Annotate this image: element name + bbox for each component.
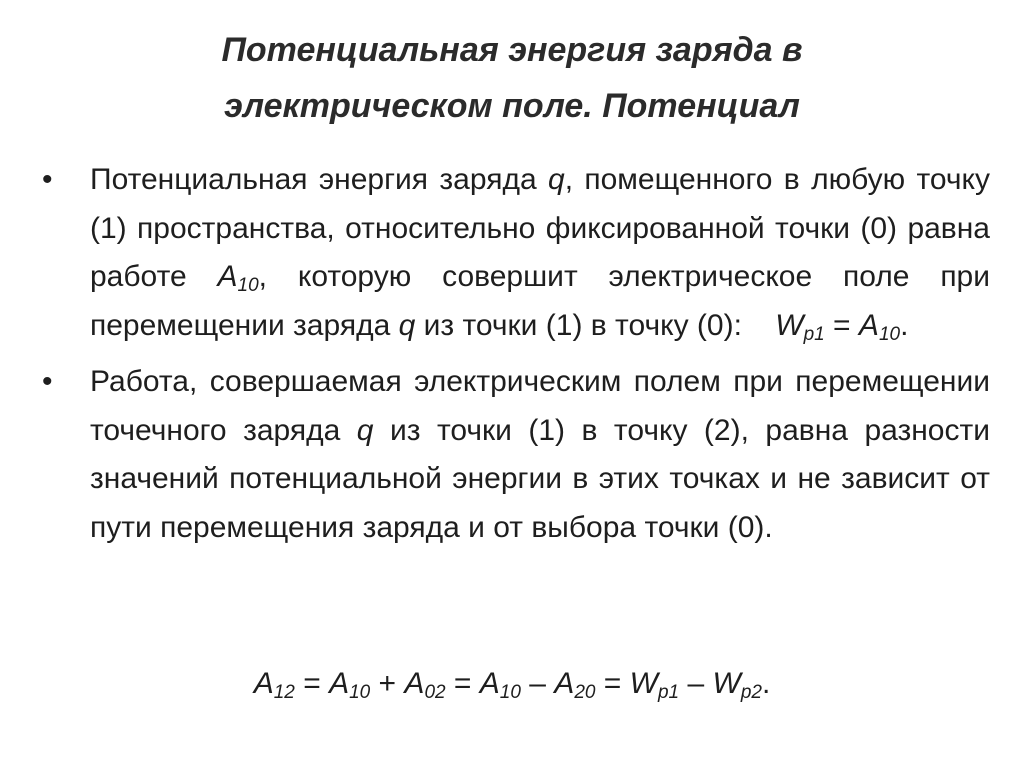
charge-symbol: q xyxy=(356,413,374,447)
formula-subscript: 02 xyxy=(424,682,446,703)
title-line-2: электрическом поле. Потенциал xyxy=(224,87,800,125)
charge-symbol: q xyxy=(548,163,565,196)
formula-subscript: 20 xyxy=(574,682,596,703)
formula-symbol: A xyxy=(479,667,500,700)
formula-subscript: 10 xyxy=(499,682,521,703)
formula-operator: = xyxy=(595,667,630,700)
period: . xyxy=(900,308,909,342)
formula-operator: – xyxy=(679,667,713,700)
formula-subscript: 10 xyxy=(349,682,371,703)
work-subscript: 10 xyxy=(237,275,259,296)
charge-symbol: q xyxy=(398,308,416,342)
text: из точки (1) в точку (0): xyxy=(415,308,742,342)
bullet-dot-icon: • xyxy=(42,163,53,196)
formula-subscript: 12 xyxy=(273,682,295,703)
formula-symbol: A xyxy=(554,667,575,700)
bullet-work-done xyxy=(40,358,990,552)
formula-symbol: W xyxy=(712,667,741,700)
formula-subscript: p2 xyxy=(740,682,762,703)
work-symbol: A xyxy=(858,308,879,342)
equals-sign: = xyxy=(824,308,859,342)
formula-symbol: W xyxy=(629,667,658,700)
text: Потенциальная энергия заряда xyxy=(90,163,548,196)
text: из точки (1) в точку (2), равна разности значений потенциальной энергии в этих точках и не зависит от пути перемещения заряда и от выбора точки (0). xyxy=(90,413,990,544)
energy-symbol: W xyxy=(775,308,804,342)
slide-title xyxy=(0,22,1024,134)
bullet-dot-icon: • xyxy=(42,365,53,398)
text: , которую совершит электрическое поле при перемещении заряда xyxy=(90,260,991,342)
formula-symbol: A xyxy=(253,667,274,700)
formula-subscript: p1 xyxy=(657,682,680,703)
text: , помещенного в любую точку (1) пространства, относительно фиксированной точки (0) равна работе xyxy=(90,163,991,293)
energy-subscript: p1 xyxy=(803,323,825,345)
title-line-1: Потенциальная энергия заряда в xyxy=(221,31,803,69)
formula-operator: = xyxy=(294,667,330,700)
bullet-potential-energy xyxy=(40,156,990,350)
formula-operator: + xyxy=(370,667,405,700)
work-symbol: A xyxy=(217,260,238,293)
formula-period: . xyxy=(761,667,771,700)
formula-symbol: A xyxy=(404,667,425,700)
formula-operator: – xyxy=(520,667,555,700)
text: Работа, совершаемая электрическим полем при перемещении точечного заряда xyxy=(90,365,990,447)
work-formula xyxy=(0,660,1024,708)
work-subscript: 10 xyxy=(878,323,901,345)
slide-content xyxy=(40,156,990,552)
formula-symbol: A xyxy=(329,667,350,700)
formula-operator: = xyxy=(445,667,480,700)
